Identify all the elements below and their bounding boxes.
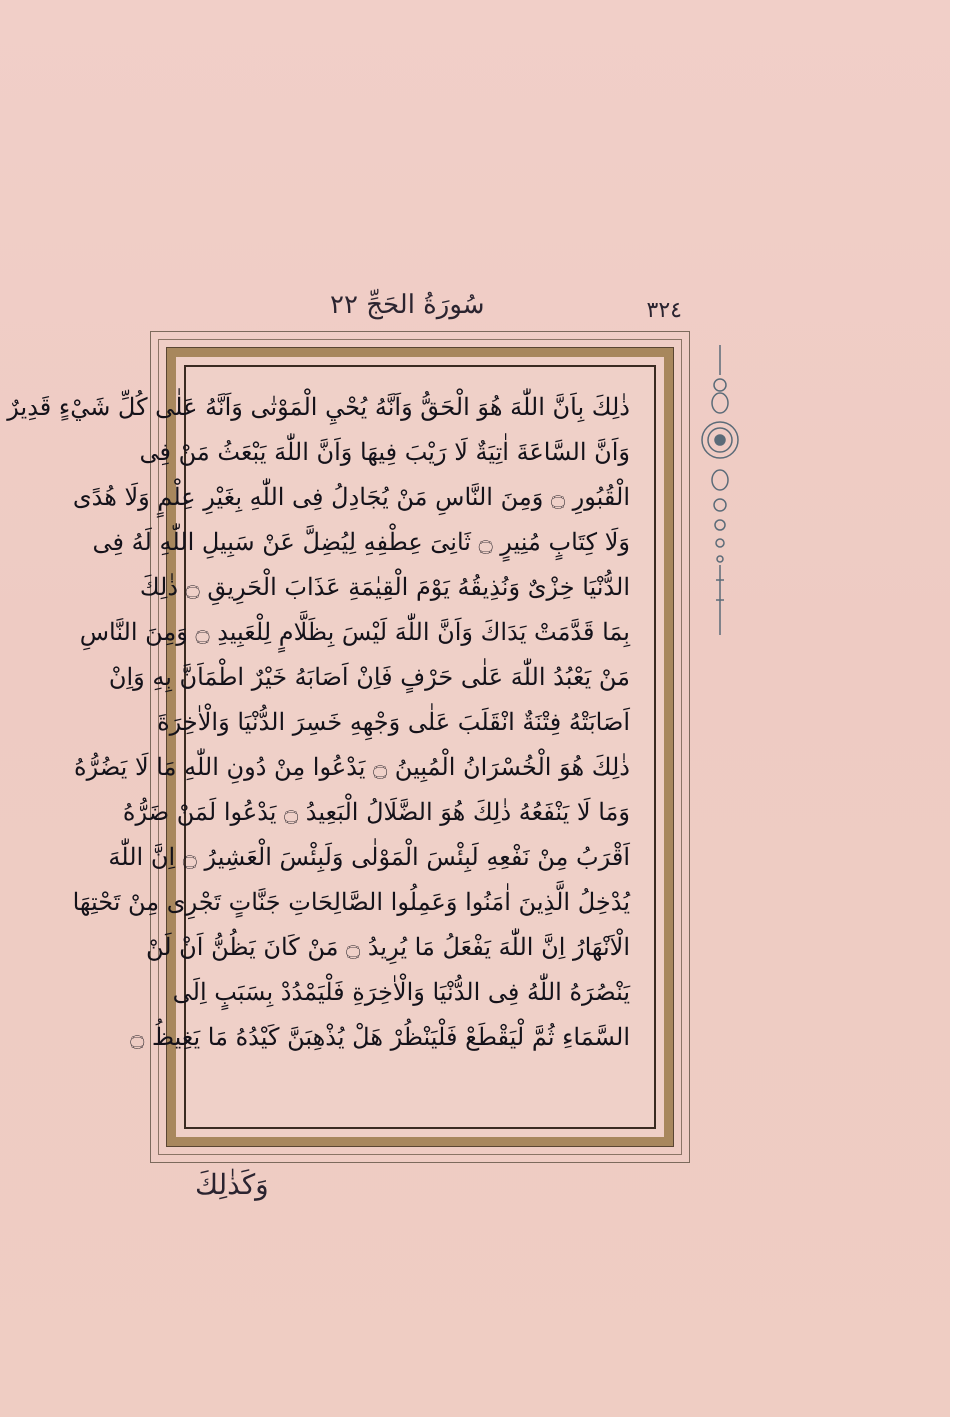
page-header [150,290,690,330]
verse-line: الدُّنْيَا خِزْىٌ وَنُذِيقُهُ يَوْمَ الْقِيٰمَةِ عَذَابَ الْحَرِيقِ ۝ ذٰلِكَ [139,573,630,601]
verse-line: اَصَابَتْهُ فِتْنَةٌ انْقَلَبَ عَلٰى وَجْهِهِ خَسِرَ الدُّنْيَا وَالْاٰخِرَةَ [157,708,630,736]
verse-line: يُدْخِلُ الَّذِينَ اٰمَنُوا وَعَمِلُوا الصَّالِحَاتِ جَنَّاتٍ تَجْرِى مِنْ تَحْتِهَا [72,888,630,916]
verse-line: السَّمَاءِ ثُمَّ لْيَقْطَعْ فَلْيَنْظُرْ هَلْ يُذْهِبَنَّ كَيْدُهُ مَا يَغِيظُ ۝ [130,1023,630,1051]
verse-line: وَمَا لَا يَنْفَعُهُ ذٰلِكَ هُوَ الضَّلَالُ الْبَعِيدُ ۝ يَدْعُوا لَمَنْ ضَرُّهُ [122,798,630,826]
surah-title: سُورَةُ الحَجِّ ٢٢ [330,290,485,320]
text-panel [7,365,656,1129]
scan-margin [950,0,974,1417]
hizb-marker-ornament-icon [700,345,740,635]
verse-line: وَاَنَّ السَّاعَةَ اٰتِيَةٌ لَا رَيْبَ فِيهَا وَاَنَّ اللّٰهَ يَبْعَثُ مَنْ فِى [139,438,630,466]
verse-line: يَنْصُرَهُ اللّٰهُ فِى الدُّنْيَا وَالْاٰخِرَةِ فَلْيَمْدُدْ بِسَبَبٍ اِلَى [172,978,630,1006]
verse-line: وَلَا كِتَابٍ مُنِيرٍ ۝ ثَانِىَ عِطْفِهِ لِيُضِلَّ عَنْ سَبِيلِ اللّٰهِ لَهُ فِى [92,528,630,556]
verse-line: ذٰلِكَ هُوَ الْخُسْرَانُ الْمُبِينُ ۝ يَدْعُوا مِنْ دُونِ اللّٰهِ مَا لَا يَضُرُّهُ [74,753,630,781]
verse-line: الْاَنْهَارُ اِنَّ اللّٰهَ يَفْعَلُ مَا يُرِيدُ ۝ مَنْ كَانَ يَظُنُّ اَنْ لَنْ [145,933,630,961]
verse-line: الْقُبُورِ ۝ وَمِنَ النَّاسِ مَنْ يُجَادِلُ فِى اللّٰهِ بِغَيْرِ عِلْمٍ وَلَا هُدًى [72,483,630,511]
verse-line: بِمَا قَدَّمَتْ يَدَاكَ وَاَنَّ اللّٰهَ لَيْسَ بِظَلَّامٍ لِلْعَبِيدِ ۝ وَمِنَ النَّاسِ [79,618,630,646]
verse-line: مَنْ يَعْبُدُ اللّٰهَ عَلٰى حَرْفٍ فَاِنْ اَصَابَهُ خَيْرٌ اطْمَاَنَّ بِهِ وَاِنْ [108,663,630,691]
page-number: ٣٢٤ [646,298,682,323]
verse-line: ذٰلِكَ بِاَنَّ اللّٰهَ هُوَ الْحَقُّ وَاَنَّهُ يُحْيِ الْمَوْتٰى وَاَنَّهُ عَلٰى كُلِّ شَيْءٍ قَدِيرٌ [7,393,630,421]
catchword: وَكَذٰلِكَ [195,1168,269,1201]
verse-line: اَقْرَبُ مِنْ نَفْعِهِ لَبِئْسَ الْمَوْلٰى وَلَبِئْسَ الْعَشِيرُ ۝ اِنَّ اللّٰهَ [108,843,630,871]
